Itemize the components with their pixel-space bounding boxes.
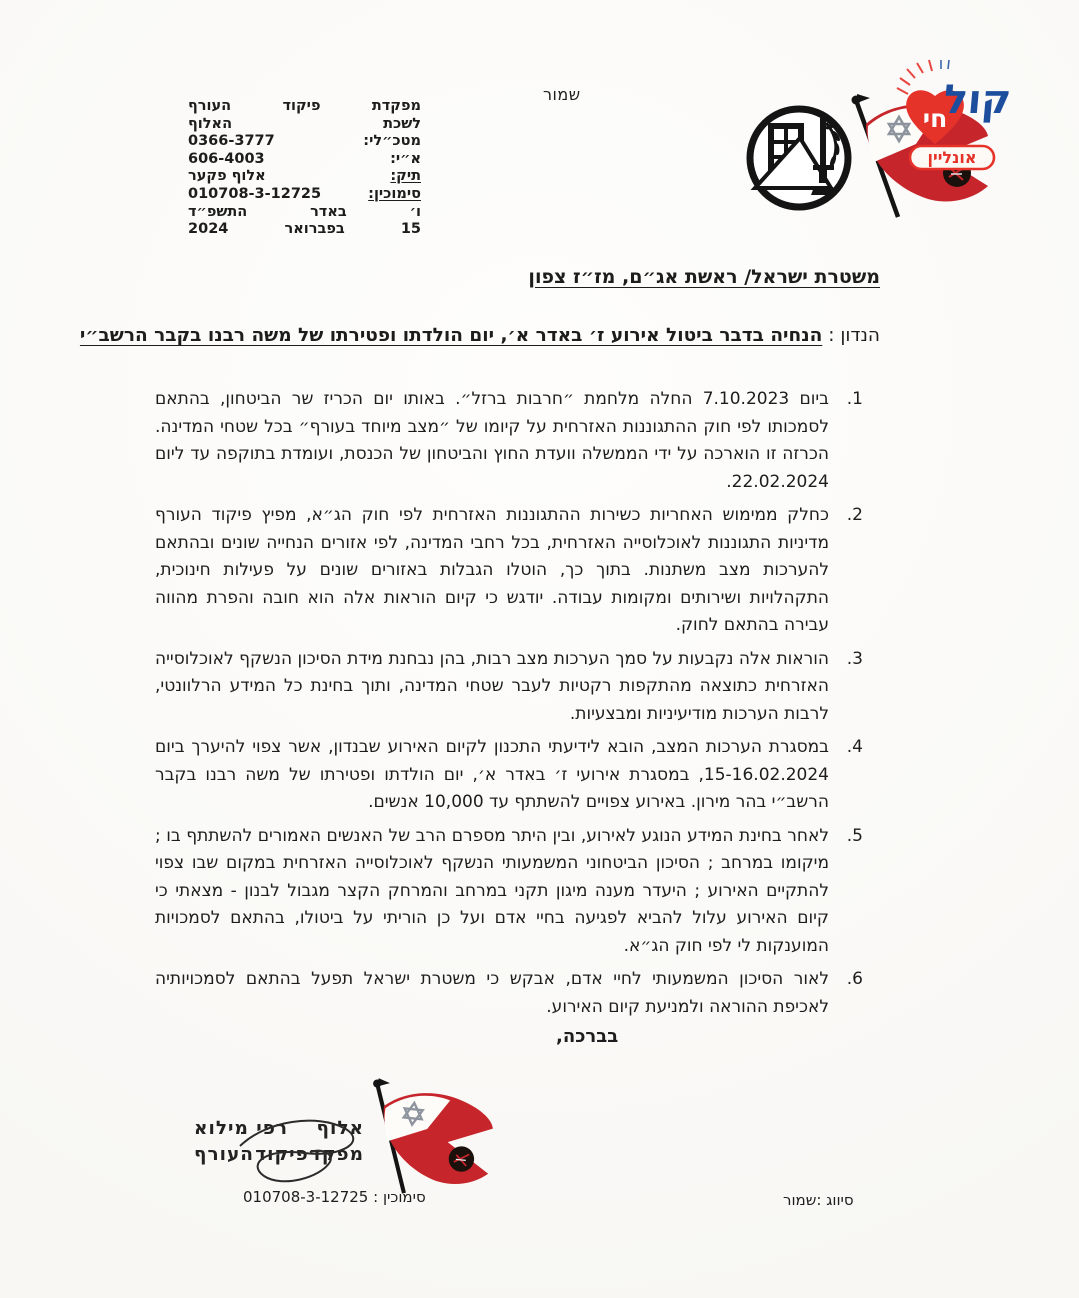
item-number: 3. <box>846 648 863 669</box>
letterhead-value: אלוף פקער <box>188 168 266 185</box>
letterhead-greg-date-row <box>188 221 421 239</box>
classification-bottom: סיווג :שמור <box>783 1191 854 1209</box>
item-text: כחלק ממימוש האחריות כשירות ההתגוננות האזרחית לפי חוק הג״א, מפיץ פיקוד העורף מדיניות התגוננות לאוכלוסייה האזרחית, בכל רחבי המדינה, לפי אזורים הנחייה שונים ובהתאם להערכות מצב משתנות. בתוך כך, הוטלו הגבלות באזורים שונים על פעילות חינוכית, התקהלויות ושירותים ומקומות עבודה. יודגש כי קיום הוראות אלה הוא חובה והפרת מהווה עבירה בהתאם לחוק. <box>155 505 829 635</box>
letterhead-cell: העורף <box>188 98 232 114</box>
home-front-command-emblem-icon <box>744 103 854 213</box>
letterhead-ay-row <box>188 151 421 169</box>
signature-title-word: פיקוד <box>255 1144 309 1165</box>
closing-salutation: בברכה, <box>556 1026 619 1047</box>
subject-line <box>80 325 880 346</box>
letterhead-cell: 2024 <box>188 221 229 238</box>
item-text: ביום 7.10.2023 החלה מלחמת ״חרבות ברזל״. באותו יום הכריז שר הביטחון, בהתאם לסמכותו לפי חוק ההתגוננות האזרחית על קיומו של ״מצב מיוחד בעורף״ בכל שטחי המדינה. הכרזה זו הוארכה על ידי הממשלה וועדת החוץ והביטחון של הכנסת, ועומדת בתוקפה עד ליום 22.02.2024. <box>155 389 830 492</box>
item-number: 5. <box>846 825 863 846</box>
letterhead-unit-row <box>188 98 421 116</box>
signature-name: רפי מילוא <box>194 1118 289 1139</box>
signature-title-word: מפקד <box>309 1144 364 1165</box>
letterhead-label: סימוכין: <box>368 185 421 202</box>
letterhead-cell: לשכת <box>383 115 421 132</box>
letterhead-cell: באדר <box>310 203 347 220</box>
watermark-word-online: אונליין <box>927 148 977 167</box>
handwritten-signature <box>222 1108 382 1193</box>
body-item-2 <box>155 502 863 640</box>
kol-hai-online-watermark-logo <box>891 58 1013 173</box>
letter-body <box>155 386 863 1027</box>
addressee-line: משטרת ישראל/ ראשת אג״ם, מז״ז צפון <box>528 266 880 288</box>
subject-label: הנדון : <box>828 325 880 346</box>
watermark-word-hai: חי <box>922 104 948 133</box>
watermark-word-kol: קול <box>941 77 1013 123</box>
signature-title-word: העורף <box>194 1144 255 1165</box>
letterhead-label: תיק: <box>390 168 421 185</box>
letterhead-value: 606-4003 <box>188 150 265 167</box>
letterhead-label: מטכ״לי: <box>363 133 421 150</box>
body-item-6 <box>155 966 863 1021</box>
signature-reference: סימוכין : 010708-3-12725 <box>243 1188 426 1206</box>
letterhead-cell: האלוף <box>188 115 233 132</box>
item-number: 6. <box>846 969 863 989</box>
letterhead-cell: בפברואר <box>284 221 345 238</box>
subject-text: הנחיה בדבר ביטול אירוע ז׳ באדר א׳, יום הולדתו ופטירתו של משה רבנו בקבר הרשב״י <box>79 325 823 346</box>
item-text: לאחר בחינת המידע הנוגע לאירוע, ובין היתר מספרם הרב של האנשים האמורים להשתתף בו ; מיקומו במרחב ; הסיכון הביטחוני המשמעותי הנשקף לאוכלוסייה האזרחית במקום שבו צפוי להתקיים האירוע ; היעדר מענה מיגון תקני במרחב והמרחק הקצר מגבול לבנון - מצאתי כי קיום האירוע עלול להביא לפגיעה בחיי אדם ועל כן הוריתי על ביטולו, בהתאם לסמכויות המוענקות לי לפי חוק הג״א. <box>155 825 829 956</box>
item-number: 2. <box>846 505 863 525</box>
body-item-5 <box>155 823 863 961</box>
signature-rank: אלוף <box>316 1118 364 1139</box>
item-number: 4. <box>846 737 863 757</box>
letterhead-cell: ו׳ <box>409 203 421 220</box>
letterhead-cell: התשפ״ד <box>188 203 248 220</box>
letterhead-cell: 15 <box>400 221 421 238</box>
letterhead-hebrew-date-row <box>188 204 421 222</box>
letterhead-file-row <box>188 168 421 186</box>
letterhead-reference-row <box>188 186 421 204</box>
item-text: במסגרת הערכות המצב, הובא לידיעתי התכנון לקיום האירוע שבנדון, אשר צפוי להיערך ביום 15-16.02.2024, במסגרת אירועי ז׳ באדר א׳, יום הולדתו ופטירתו של משה רבנו בקבר הרשב״י בהר מירון. באירוע צפויים להשתתף עד 10,000 אנשים. <box>155 737 829 812</box>
item-text: לאור הסיכון המשמעותי לחיי אדם, אבקש כי משטרת ישראל תפעל בהתאם לסמכויותיה לאכיפת ההוראה ולמניעת קיום האירוע. <box>155 969 829 1017</box>
letterhead-cell: מפקדת <box>371 98 421 114</box>
item-number: 1. <box>846 389 863 409</box>
letterhead-label: א״י: <box>390 150 421 167</box>
letterhead-matkal-row <box>188 133 421 151</box>
body-item-3 <box>155 646 863 729</box>
letterhead-cell: פיקוד <box>282 98 321 114</box>
classification-top: שמור <box>543 85 581 104</box>
item-text: הוראות אלה נקבעות על סמך הערכות מצב רבות, בהן נבחנת מידת הסיכון הנשקף לאוכלוסייה האזרחית כתוצאה מהתקפות רקטיות לעבר שטחי המדינה, ותוך בחינת כל המידע הרלוונטי, לרבות הערכות מודיעיניות ומבצעיות. <box>155 648 829 724</box>
letterhead-value: 0366-3777 <box>188 133 275 150</box>
letterhead-value: 010708-3-12725 <box>188 185 322 202</box>
body-item-4 <box>155 734 863 817</box>
body-item-1 <box>155 386 863 496</box>
letterhead-block <box>188 98 421 239</box>
letterhead-office-row <box>188 116 421 134</box>
